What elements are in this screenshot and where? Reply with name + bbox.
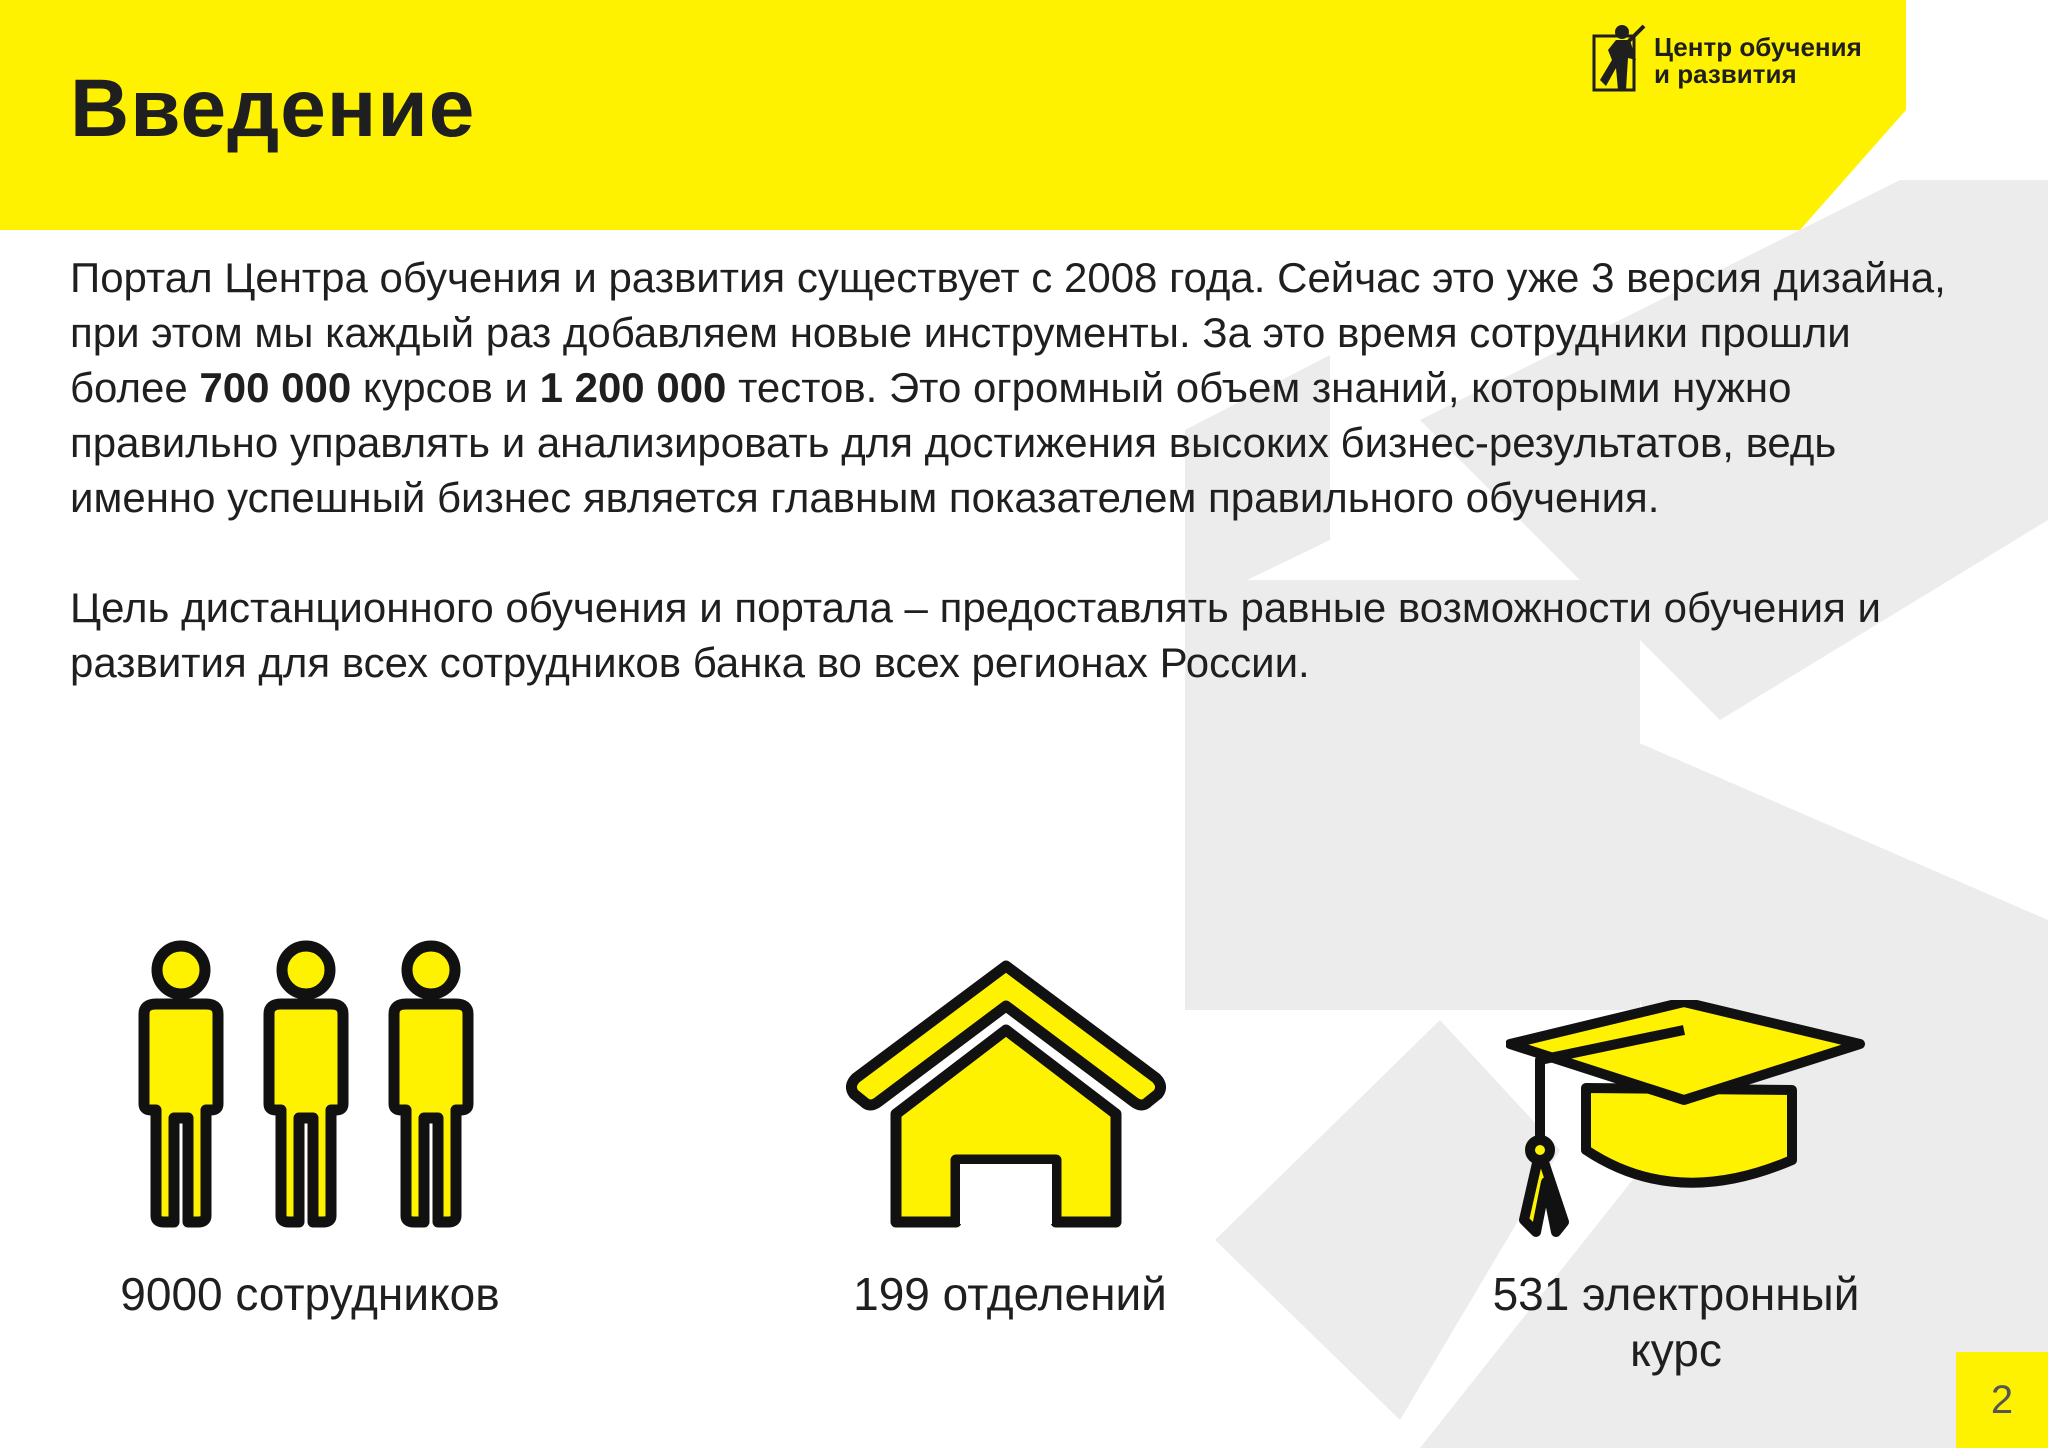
paragraph-1-text-start: Портал Центра обучения и развития существует с 2008 года. Сейчас это уже 3 версия дизайна, при этом мы каждый раз добавляем новые инструменты. За это время сотрудники прошли более — [70, 254, 1946, 411]
logo-line-2: и развития — [1654, 59, 1797, 89]
paragraph-1-text-middle: курсов и — [351, 364, 540, 411]
employees-stat-label: 9000 сотрудников — [120, 1268, 500, 1320]
page-title: Введение — [70, 63, 476, 154]
logo-figure-icon — [1592, 20, 1648, 94]
courses-count: 700 000 — [199, 364, 352, 411]
intro-paragraph-1 — [70, 250, 1950, 525]
house-icon — [846, 960, 1166, 1230]
people-icon — [126, 940, 496, 1230]
page-number: 2 — [1990, 1378, 2014, 1422]
graduation-cap-icon — [1506, 1000, 1866, 1240]
courses-stat-label-line-1: 531 электронный — [1492, 1268, 1860, 1320]
courses-stat-label — [1426, 1266, 1926, 1378]
logo-text — [1654, 34, 1862, 88]
logo — [1592, 20, 1892, 94]
tests-count: 1 200 000 — [539, 364, 727, 411]
courses-stat-label-line-2: курс — [1630, 1324, 1722, 1376]
intro-text — [70, 250, 1950, 690]
intro-paragraph-2: Цель дистанционного обучения и портала – предоставлять равные возможности обучения и развития для всех сотрудников банка во всех регионах России. — [70, 584, 1881, 686]
page-number-box — [1956, 1352, 2048, 1448]
branches-stat-label: 199 отделений — [853, 1268, 1167, 1320]
paragraph-1-text-end: тестов. Это огромный объем знаний, которыми нужно правильно управлять и анализировать для достижения высоких бизнес-результатов, ведь именно успешный бизнес является главным показателем правильного обучения. — [70, 364, 1837, 521]
logo-line-1: Центр обучения — [1654, 32, 1862, 62]
